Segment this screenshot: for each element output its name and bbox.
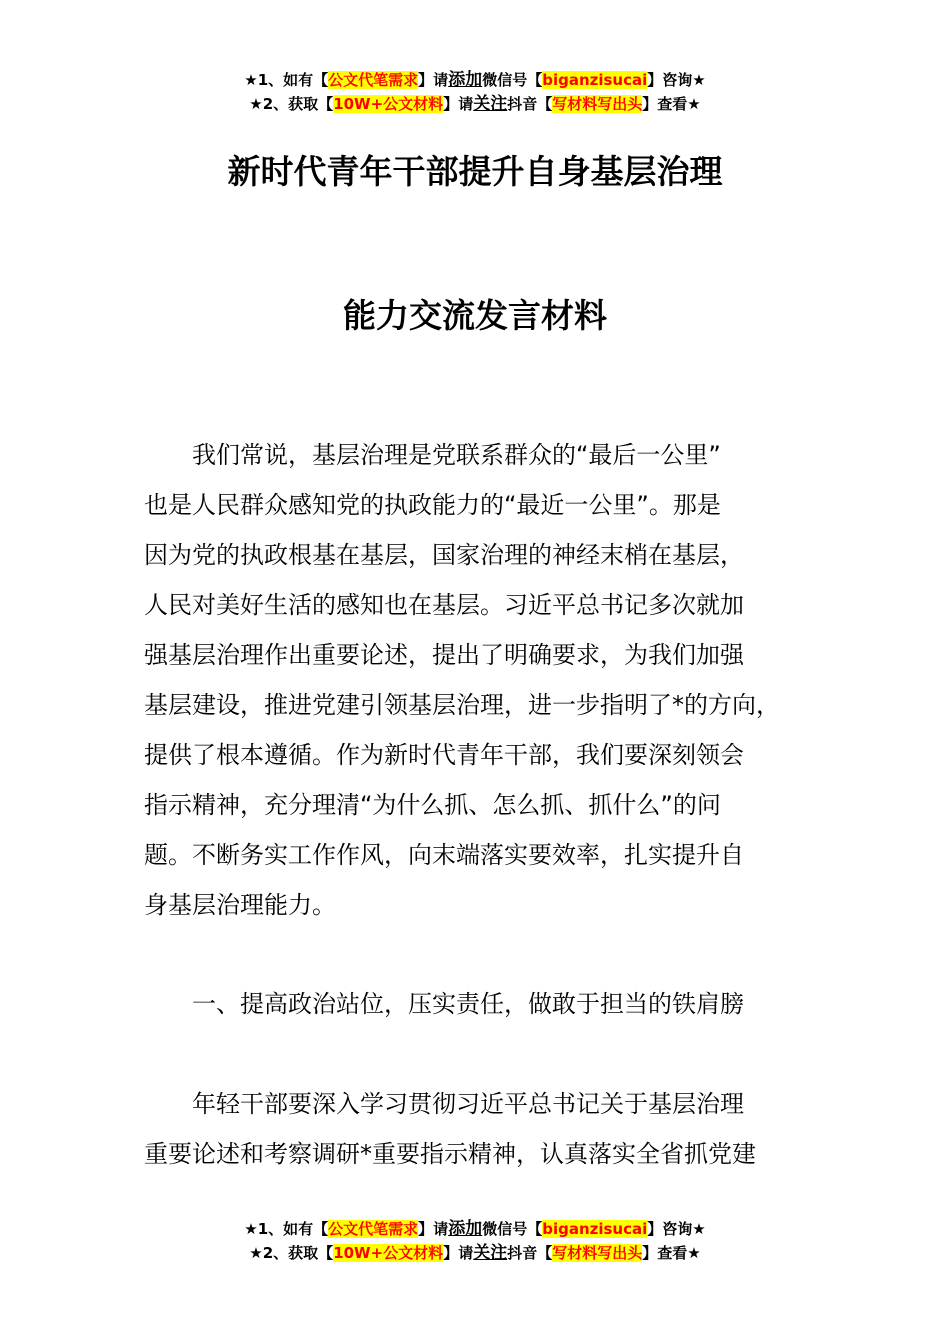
banner-underline: 添加 — [448, 1219, 483, 1239]
text-line: 身基层治理能力。 — [144, 891, 336, 919]
banner-underline: 添加 — [448, 70, 483, 90]
section-heading-1 — [144, 979, 834, 1029]
banner-highlight: 公文代笔需求 — [328, 1220, 419, 1238]
banner-text: 抖音【 — [507, 95, 553, 113]
banner-line-1 — [0, 68, 950, 92]
text-line: 提供了根本遵循。作为新时代青年干部，我们要深刻领会 — [144, 741, 744, 769]
text-line: 基层建设，推进党建引领基层治理，进一步指明了*的方向， — [144, 691, 780, 719]
banner-text: 抖音【 — [507, 1244, 553, 1262]
text-line: 人民对美好生活的感知也在基层。习近平总书记多次就加 — [144, 591, 744, 619]
banner-text: 】查看★ — [642, 1244, 701, 1262]
banner-text: 微信号【 — [482, 71, 543, 89]
footer-banner — [0, 1217, 950, 1265]
banner-highlight: biganzisucai — [542, 1220, 648, 1238]
document-title-line-2: 能力交流发言材料 — [343, 296, 607, 335]
text-line: 我们常说，基层治理是党联系群众的“最后一公里” — [144, 441, 721, 469]
heading-text: 一、提高政治站位，压实责任，做敢于担当的铁肩膀 — [144, 990, 744, 1018]
text-line: 强基层治理作出重要论述，提出了明确要求，为我们加强 — [144, 641, 744, 669]
document-title-line-1: 新时代青年干部提升自身基层治理 — [227, 152, 723, 191]
banner-text: 】咨询★ — [647, 1220, 706, 1238]
banner-line-2 — [0, 1241, 950, 1265]
text-line: 也是人民群众感知党的执政能力的“最近一公里”。那是 — [144, 491, 721, 519]
banner-text: 】请 — [443, 95, 474, 113]
banner-highlight: 10W+公文材料 — [333, 95, 444, 113]
banner-underline: 关注 — [473, 94, 508, 114]
banner-text: ★1、如有【 — [244, 1220, 329, 1238]
text-line: 题。不断务实工作作风，向末端落实要效率，扎实提升自 — [144, 841, 744, 869]
banner-text: 】查看★ — [642, 95, 701, 113]
banner-line-2 — [0, 92, 950, 116]
banner-text: 】请 — [418, 1220, 449, 1238]
banner-text: 】请 — [418, 71, 449, 89]
banner-line-1 — [0, 1217, 950, 1241]
paragraph-1 — [144, 430, 834, 930]
text-line: 指示精神，充分理清“为什么抓、怎么抓、抓什么”的问 — [144, 791, 721, 819]
banner-text: 微信号【 — [482, 1220, 543, 1238]
banner-text: ★2、获取【 — [249, 1244, 334, 1262]
header-banner — [0, 68, 950, 116]
banner-highlight: 10W+公文材料 — [333, 1244, 444, 1262]
banner-highlight: 写材料写出头 — [552, 1244, 643, 1262]
banner-underline: 关注 — [473, 1243, 508, 1263]
banner-text: ★1、如有【 — [244, 71, 329, 89]
banner-highlight: 写材料写出头 — [552, 95, 643, 113]
banner-highlight: biganzisucai — [542, 71, 648, 89]
banner-text: ★2、获取【 — [249, 95, 334, 113]
banner-text: 】咨询★ — [647, 71, 706, 89]
text-line: 年轻干部要深入学习贯彻习近平总书记关于基层治理 — [144, 1090, 744, 1118]
banner-text: 】请 — [443, 1244, 474, 1262]
paragraph-2 — [144, 1079, 834, 1179]
text-line: 因为党的执政根基在基层，国家治理的神经末梢在基层， — [144, 541, 744, 569]
banner-highlight: 公文代笔需求 — [328, 71, 419, 89]
text-line: 重要论述和考察调研*重要指示精神，认真落实全省抓党建 — [144, 1140, 756, 1168]
